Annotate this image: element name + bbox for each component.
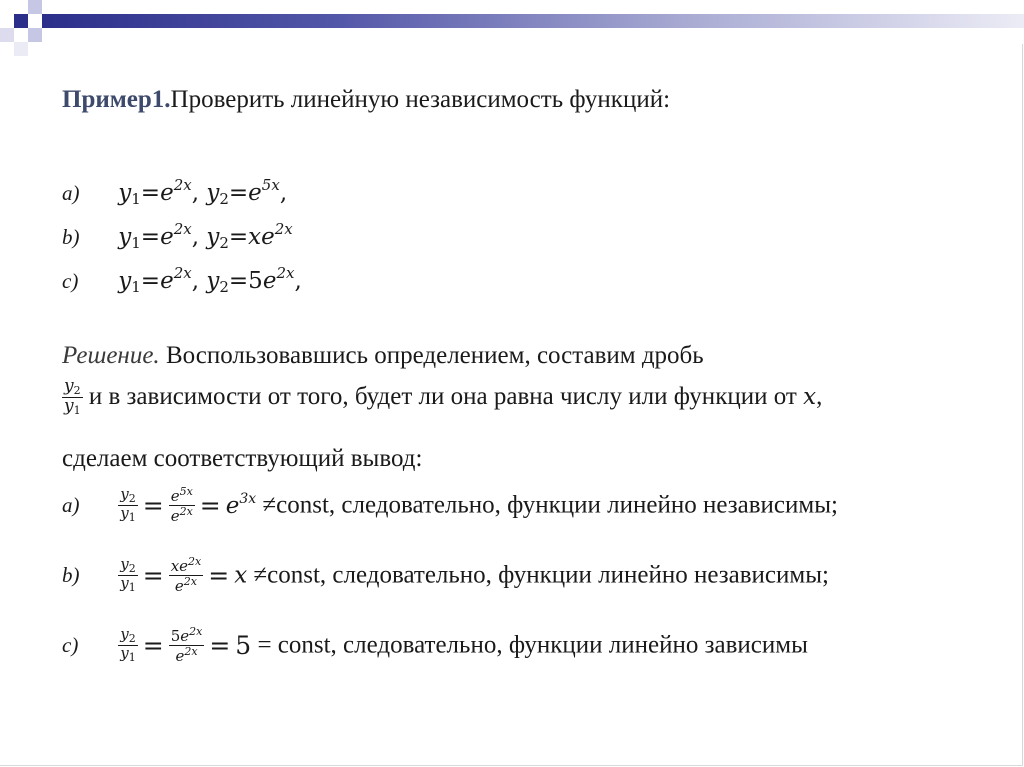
case-item <box>62 220 293 252</box>
result-conclusion: ≠const, следовательно, функции линейно независимы; <box>253 561 829 589</box>
substituted-fraction: $\frac{e^{5x}}{e^{2x}}$ <box>170 485 193 525</box>
substituted-fraction: $\frac{5e^{2x}}{e^{2x}}$ <box>170 625 203 665</box>
ratio-fraction: $\frac{y_2}{y_1}$ <box>120 625 136 664</box>
title-text: Проверить линейную независимость функций: <box>170 86 671 113</box>
solution-line-3 <box>62 445 422 473</box>
case-formula: $y_1=e^{2x}$, $y_2=5e^{2x}$, <box>118 264 302 296</box>
result-conclusion: ≠const, следовательно, функции линейно независимы; <box>262 491 838 519</box>
solution-label: Решение. <box>62 342 160 369</box>
solution-text-3: сделаем соответствующий вывод: <box>62 445 423 472</box>
solution-line-2: $\frac{y_2}{y_1}$ и в зависимости от того, будет ли она равна числу или функции от x, <box>64 376 823 417</box>
result-value: 5 <box>235 630 252 660</box>
result-label: b) <box>62 562 80 587</box>
ratio-fraction: $\frac{y_2}{y_1}$ <box>64 376 81 417</box>
ratio-fraction: $\frac{y_2}{y_1}$ <box>120 555 136 594</box>
result-value: x <box>234 562 248 589</box>
solution-text-2: и в зависимости от того, будет ли она равна числу или функции от <box>88 383 797 411</box>
solution-text-1: Воспользовавшись определением, составим дробь <box>165 342 704 369</box>
case-formula: $y_1=e^{2x}$, $y_2=e^{5x}$, <box>118 176 288 208</box>
case-formula: $y_1=e^{2x}$, $y_2=xe^{2x}$ <box>118 220 293 252</box>
result-label: c) <box>62 632 79 657</box>
case-label: a) <box>62 181 80 205</box>
result-value: $e^{3x}$ <box>225 491 257 520</box>
solution-var: x <box>803 384 817 411</box>
result-label: a) <box>62 492 80 517</box>
case-label: c) <box>62 269 79 293</box>
case-item <box>62 264 302 296</box>
result-item: c) $\frac{y_2}{y_1}$ = $\frac{5e^{2x}}{e^{2x}}$ = 5 = const, следовательно, функции линейно зависимы <box>62 625 808 665</box>
title-label: Пример1. <box>62 86 171 113</box>
result-item: b) $\frac{y_2}{y_1}$ = $\frac{xe^{2x}}{e^{2x}}$ = x ≠const, следовательно, функции линейно независимы; <box>62 555 829 595</box>
case-label: b) <box>62 225 80 249</box>
result-item: a) $\frac{y_2}{y_1}$ = $\frac{e^{5x}}{e^{2x}}$ = $e^{3x}$ ≠const, следовательно, функции линейно независимы; <box>62 485 838 525</box>
slide-title <box>62 86 670 114</box>
case-item <box>62 176 287 208</box>
solution-line-1 <box>62 342 704 370</box>
result-conclusion: = const, следовательно, функции линейно зависимы <box>257 631 808 659</box>
substituted-fraction: $\frac{xe^{2x}}{e^{2x}}$ <box>170 555 202 595</box>
ratio-fraction: $\frac{y_2}{y_1}$ <box>120 485 136 524</box>
